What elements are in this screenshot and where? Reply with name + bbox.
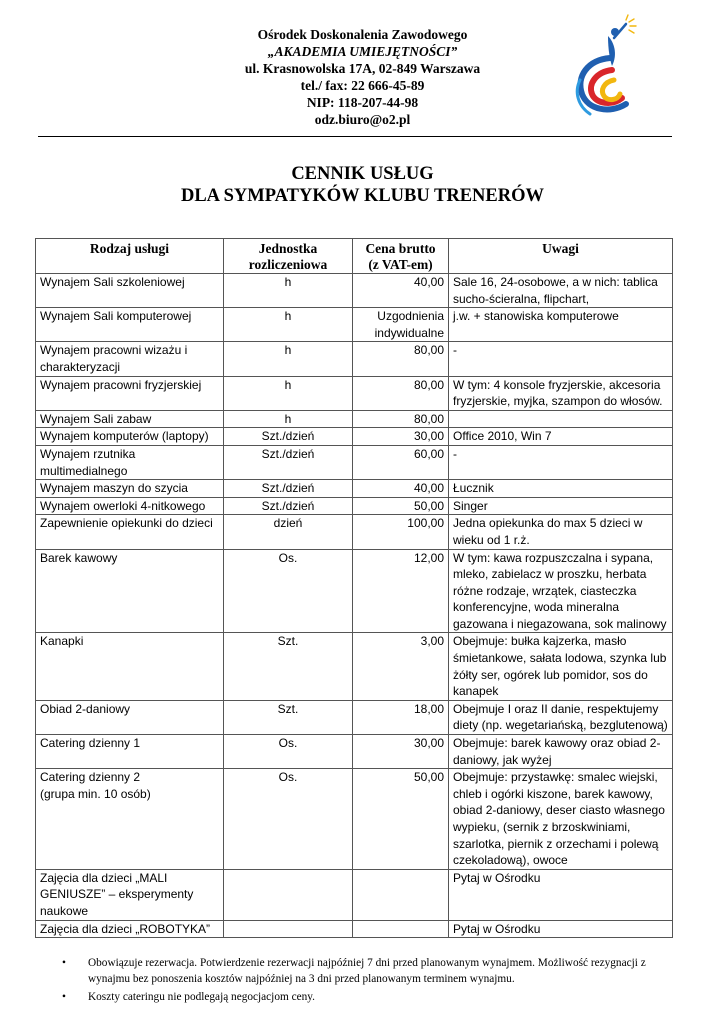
cell-unit: Os.	[224, 735, 353, 769]
cell-unit: h	[224, 410, 353, 428]
cell-price	[353, 869, 449, 920]
academy-logo-icon	[568, 14, 640, 120]
table-row	[36, 274, 673, 308]
cell-notes: W tym: 4 konsole fryzjerskie, akcesoria fryzjerskie, myjka, szampon do włosów.	[449, 376, 673, 410]
cell-notes: Singer	[449, 497, 673, 515]
cell-service: Wynajem Sali zabaw	[36, 410, 224, 428]
cell-price: 30,00	[353, 735, 449, 769]
header-notes: Uwagi	[449, 239, 673, 274]
cell-unit: h	[224, 342, 353, 376]
cell-unit: h	[224, 376, 353, 410]
cell-notes: Obejmuje: przystawkę: smalec wiejski, chleb i ogórki kiszone, barek kawowy, obiad 2-daniowy, deser ciasto własnego wypieku, (sernik z brzoskwiniami, szarlotka, piernik z orzechami i polewą czekoladową), owoce	[449, 769, 673, 870]
cell-notes	[449, 410, 673, 428]
table-row	[36, 869, 673, 920]
cell-price: 80,00	[353, 342, 449, 376]
table-row	[36, 920, 673, 938]
footnote-reservation: • Obowiązuje rezerwacja. Potwierdzenie rezerwacji najpóźniej 7 dni przed planowanym wynajmem. Możliwość rezygnacji z wynajmu bez ponoszenia kosztów najpóźniej na 3 dni przed planowanym terminem wynajmu.	[62, 957, 646, 985]
org-academy-name: „AKADEMIA UMIEJĘTNOŚCI”	[267, 44, 458, 59]
cell-service: Obiad 2-daniowy	[36, 700, 224, 734]
cell-unit	[224, 920, 353, 938]
cell-service: Catering dzienny 1	[36, 735, 224, 769]
cell-service: Wynajem komputerów (laptopy)	[36, 428, 224, 446]
cell-price	[353, 920, 449, 938]
table-row	[36, 376, 673, 410]
cell-notes: Pytaj w Ośrodku	[449, 920, 673, 938]
cell-unit: h	[224, 308, 353, 342]
table-row	[36, 735, 673, 769]
cell-service: Wynajem Sali szkoleniowej	[36, 274, 224, 308]
cell-notes: Office 2010, Win 7	[449, 428, 673, 446]
table-row	[36, 410, 673, 428]
cell-unit: Szt./dzień	[224, 428, 353, 446]
cell-service: Wynajem pracowni wizażu i charakteryzacji	[36, 342, 224, 376]
header-service: Rodzaj usługi	[36, 239, 224, 274]
org-nip: NIP: 118-207-44-98	[306, 95, 419, 110]
cell-service: Zapewnienie opiekunki do dzieci	[36, 515, 224, 549]
cell-price: 60,00	[353, 445, 449, 479]
org-name: Ośrodek Doskonalenia Zawodowego	[257, 27, 468, 42]
cell-price: 80,00	[353, 376, 449, 410]
cell-price: 40,00	[353, 480, 449, 498]
cell-service: Wynajem rzutnika multimedialnego	[36, 445, 224, 479]
cell-price: 18,00	[353, 700, 449, 734]
cell-price: 100,00	[353, 515, 449, 549]
cell-service: Wynajem pracowni fryzjerskiej	[36, 376, 224, 410]
table-row	[36, 308, 673, 342]
cell-notes: Jedna opiekunka do max 5 dzieci w wieku od 1 r.ż.	[449, 515, 673, 549]
table-row	[36, 549, 673, 633]
cell-price: Uzgodnienia indywidualne	[353, 308, 449, 342]
cell-unit: h	[224, 274, 353, 308]
cell-service: Wynajem maszyn do szycia	[36, 480, 224, 498]
table-row	[36, 633, 673, 700]
cell-notes: W tym: kawa rozpuszczalna i sypana, mleko, zabielacz w proszku, herbata różne rodzaje, wrzątek, ciasteczka konferencyjne, woda mineralna gazowana i niegazowana, sok malinowy	[449, 549, 673, 633]
cell-service: Wynajem owerloki 4-nitkowego	[36, 497, 224, 515]
cell-unit: dzień	[224, 515, 353, 549]
table-row	[36, 497, 673, 515]
cell-notes: Sale 16, 24-osobowe, a w nich: tablica sucho-ścieralna, flipchart,	[449, 274, 673, 308]
cell-service: Barek kawowy	[36, 549, 224, 633]
cell-notes: Łucznik	[449, 480, 673, 498]
footnotes	[62, 955, 672, 1007]
org-phone: tel./ fax: 22 666-45-89	[300, 78, 425, 93]
cell-price: 80,00	[353, 410, 449, 428]
cell-service: Catering dzienny 2 (grupa min. 10 osób)	[36, 769, 224, 870]
table-row	[36, 342, 673, 376]
cell-price: 50,00	[353, 769, 449, 870]
cell-unit: Szt./dzień	[224, 480, 353, 498]
cell-service: Kanapki	[36, 633, 224, 700]
cell-price: 30,00	[353, 428, 449, 446]
header-divider	[38, 136, 672, 137]
cell-price: 3,00	[353, 633, 449, 700]
cell-notes: Obejmuje: barek kawowy oraz obiad 2-daniowy, jak wyżej	[449, 735, 673, 769]
cell-service: Wynajem Sali komputerowej	[36, 308, 224, 342]
cell-unit: Os.	[224, 549, 353, 633]
cell-price: 12,00	[353, 549, 449, 633]
table-row	[36, 445, 673, 479]
cell-service: Zajęcia dla dzieci „MALI GENIUSZE” – eksperymenty naukowe	[36, 869, 224, 920]
title-line-2: DLA SYMPATYKÓW KLUBU TRENERÓW	[180, 186, 545, 206]
cell-price: 50,00	[353, 497, 449, 515]
cell-notes: Obejmuje: bułka kajzerka, masło śmietankowe, sałata lodowa, szynka lub żółty ser, ogórek lub pomidor, sos do kanapek	[449, 633, 673, 700]
org-email: odz.biuro@o2.pl	[314, 112, 411, 127]
page-title	[0, 163, 725, 207]
cell-unit: Szt./dzień	[224, 445, 353, 479]
header-price: Cena brutto (z VAT-em)	[353, 239, 449, 274]
table-row	[36, 769, 673, 870]
table-header-row	[36, 239, 673, 274]
header-unit: Jednostka rozliczeniowa	[224, 239, 353, 274]
bullet-icon: •	[62, 991, 66, 1003]
org-address: ul. Krasnowolska 17A, 02-849 Warszawa	[244, 61, 481, 76]
cell-unit: Szt./dzień	[224, 497, 353, 515]
footnote-catering: • Koszty cateringu nie podlegają negocjacjom ceny.	[62, 991, 315, 1003]
cell-unit: Szt.	[224, 700, 353, 734]
table-row	[36, 515, 673, 549]
cell-unit: Os.	[224, 769, 353, 870]
cell-price: 40,00	[353, 274, 449, 308]
cell-notes: j.w. + stanowiska komputerowe	[449, 308, 673, 342]
table-row	[36, 700, 673, 734]
title-line-1: CENNIK USŁUG	[291, 164, 434, 184]
cell-service: Zajęcia dla dzieci „ROBOTYKA”	[36, 920, 224, 938]
price-table	[35, 238, 673, 938]
cell-notes: -	[449, 445, 673, 479]
cell-unit: Szt.	[224, 633, 353, 700]
cell-notes: Pytaj w Ośrodku	[449, 869, 673, 920]
cell-notes: -	[449, 342, 673, 376]
cell-notes: Obejmuje I oraz II danie, respektujemy diety (np. wegetariańską, bezglutenową)	[449, 700, 673, 734]
table-row	[36, 480, 673, 498]
cell-unit	[224, 869, 353, 920]
bullet-icon: •	[62, 957, 66, 969]
table-row	[36, 428, 673, 446]
